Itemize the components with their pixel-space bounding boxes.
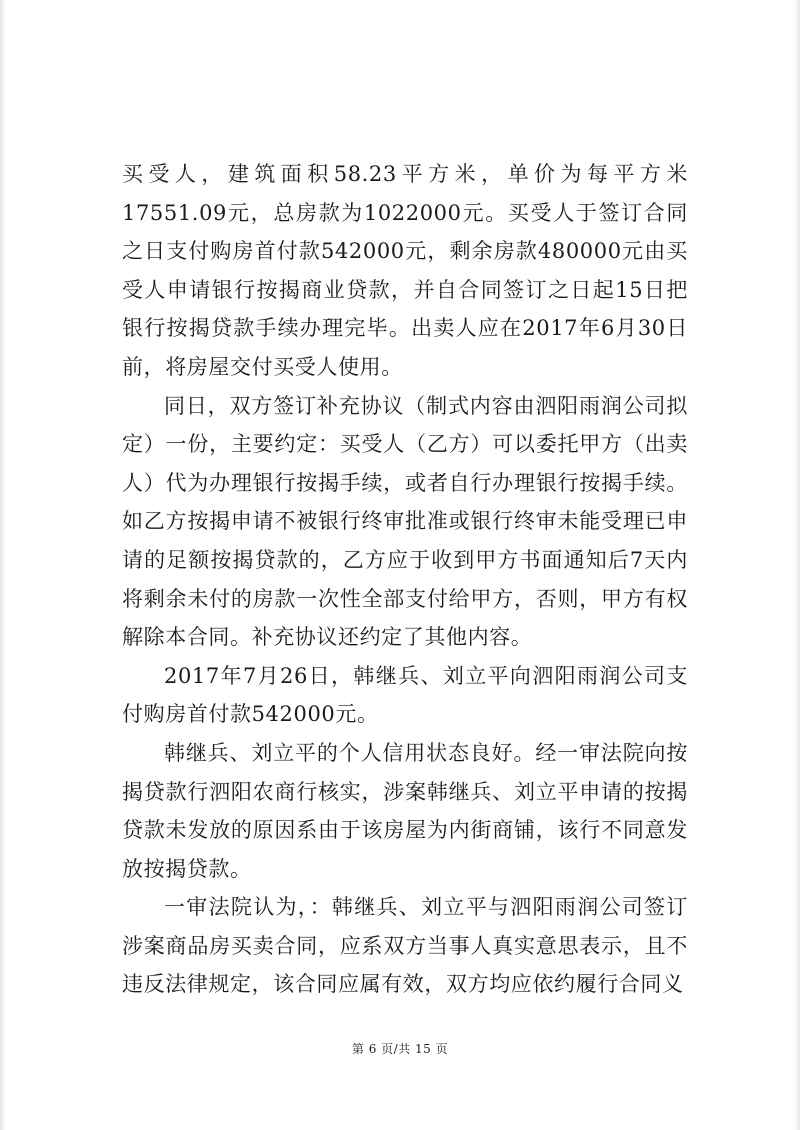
paragraph-continuation: 买受人，建筑面积58.23平方米，单价为每平方米17551.09元，总房款为1022000元。买受人于签订合同之日支付购房首付款542000元，剩余房款480000元由买受人申请银行按揭商业贷款，并自合同签订之日起15日把银行按揭贷款手续办理完毕。出卖人应在2017年6月30日前，将房屋交付买受人使用。	[122, 162, 688, 379]
paragraph-supplementary-agreement: 同日，双方签订补充协议（制式内容由泗阳雨润公司拟定）一份，主要约定：买受人（乙方）可以委托甲方（出卖人）代为办理银行按揭手续，或者自行办理银行按揭手续。如乙方按揭申请不被银行终审批准或银行终审未能受理已申请的足额按揭贷款的，乙方应于收到甲方书面通知后7天内将剩余未付的房款一次性全部支付给甲方，否则，甲方有权解除本合同。补充协议还约定了其他内容。	[122, 393, 688, 650]
scan-edge-left	[0, 0, 6, 1130]
scan-edge-right	[794, 0, 800, 1130]
paragraph-credit-status: 韩继兵、刘立平的个人信用状态良好。经一审法院向按揭贷款行泗阳农商行核实，涉案韩继兵、刘立平申请的按揭贷款未发放的原因系由于该房屋为内街商铺，该行不同意发放按揭贷款。	[122, 740, 688, 881]
paragraph-court-opinion: 一审法院认为，：韩继兵、刘立平与泗阳雨润公司签订涉案商品房买卖合同，应系双方当事人真实意思表示，且不违反法律规定，该合同应属有效，双方均应依约履行合同义	[122, 895, 688, 997]
page-number-footer: 第 6 页/共 15 页	[351, 1042, 449, 1056]
document-body	[122, 155, 688, 1004]
paragraph-down-payment: 2017年7月26日，韩继兵、刘立平向泗阳雨润公司支付购房首付款542000元。	[122, 663, 688, 727]
